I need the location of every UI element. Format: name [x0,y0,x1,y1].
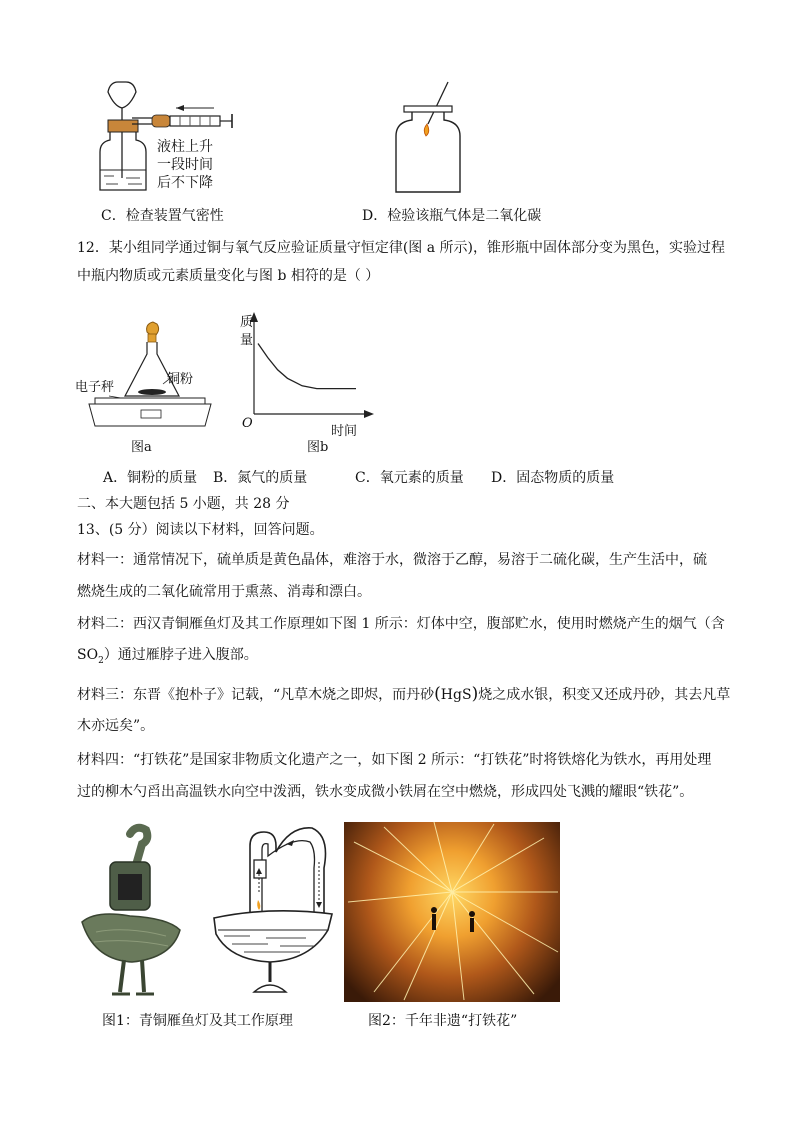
material-3-part-a: 材料三：东晋《抱朴子》记载，“凡草木烧之即烬，而丹砂 [77,687,435,703]
figure-2-caption: 图2：千年非遗“打铁花” [368,1013,518,1029]
q12-option-b: B．氮气的质量 [213,470,308,486]
material-3-line-2: 木亦远矣”。 [77,718,155,734]
lamp-working-principle-diagram [210,822,335,1002]
bronze-lamp-photo [76,822,186,1002]
sparks-overlay [344,822,560,1002]
mass-curve [258,344,356,389]
material-4: 材料四：“打铁花”是国家非物质文化遗产之一，如下图 2 所示：“打铁花”时将铁熔化为铁水，再用处理过的柳木勺舀出高温铁水向空中泼洒，铁水变成微小铁屑在空中燃烧，形成四处飞溅的耀眼“铁花”。 [77,752,712,800]
section-2-heading: 二、本大题包括 5 小题，共 28 分 [77,496,290,512]
material-2-line-2 [77,645,258,671]
label-copper-powder: 铜粉 [167,372,194,387]
q11-option-c: C．检查装置气密性 [101,208,224,224]
figure-b-caption: 图b [307,440,329,455]
figure-b-mass-time-graph [236,308,376,438]
material-2-line-1: 材料二：西汉青铜雁鱼灯及其工作原理如下图 1 所示：灯体中空，腹部贮水，使用时燃烧产生的烟气（含 [77,616,725,632]
iron-flower-photo [344,822,560,1002]
q12-stem-line-2: 中瓶内物质或元素质量变化与图 b 相符的是（ ） [77,268,380,284]
q13-stem: 13、(5 分）阅读以下材料，回答问题。 [77,522,324,538]
apparatus-annotation [157,138,213,192]
figure-1-caption: 图1：青铜雁鱼灯及其工作原理 [102,1013,293,1029]
annotation-line-2: 一段时间 [157,157,213,173]
figure-a-caption: 图a [131,440,152,455]
hgs-formula: HgS [440,687,472,703]
annotation-line-1: 液柱上升 [157,139,213,155]
q12-stem-line-1: 12．某小组同学通过铜与氧气反应验证质量守恒定律(图 a 所示)，锥形瓶中固体部分变为黑色，实验过程 [77,240,725,256]
y-label-char-2: 量 [240,333,254,348]
y-label-char-1: 质 [240,315,254,330]
material-1: 材料一：通常情况下，硫单质是黄色晶体，难溶于水，微溶于乙醇，易溶于二硫化碳，生产生活中，硫燃烧生成的二氧化硫常用于熏蒸、消毒和漂白。 [77,552,707,600]
material-3-part-b: 烧之成水银，积变又还成丹砂，其去凡草 [478,687,731,703]
origin-label: O [242,416,253,431]
q12-option-c: C．氧元素的质量 [355,470,464,486]
q11-option-d: D．检验该瓶气体是二氧化碳 [362,208,542,224]
label-electronic-scale: 电子秤 [75,380,115,395]
material-2-rest: ）通过雁脖子进入腹部。 [103,647,258,663]
so2-formula: $SO_2$ [77,647,104,666]
x-axis-label: 时间 [331,424,358,439]
gas-bottle-test-figure [390,80,470,198]
annotation-line-3: 后不下降 [157,175,213,191]
material-3-line-1: 材料三：东晋《抱朴子》记载，“凡草木烧之即烬，而丹砂(HgS)烧之成水银，积变又还成丹砂，其去凡草 [77,684,731,704]
x-axis-arrow [364,410,374,418]
y-axis-label [240,314,253,350]
q12-option-a: A．铜粉的质量 [103,470,198,486]
q12-option-d: D．固态物质的质量 [491,470,615,486]
